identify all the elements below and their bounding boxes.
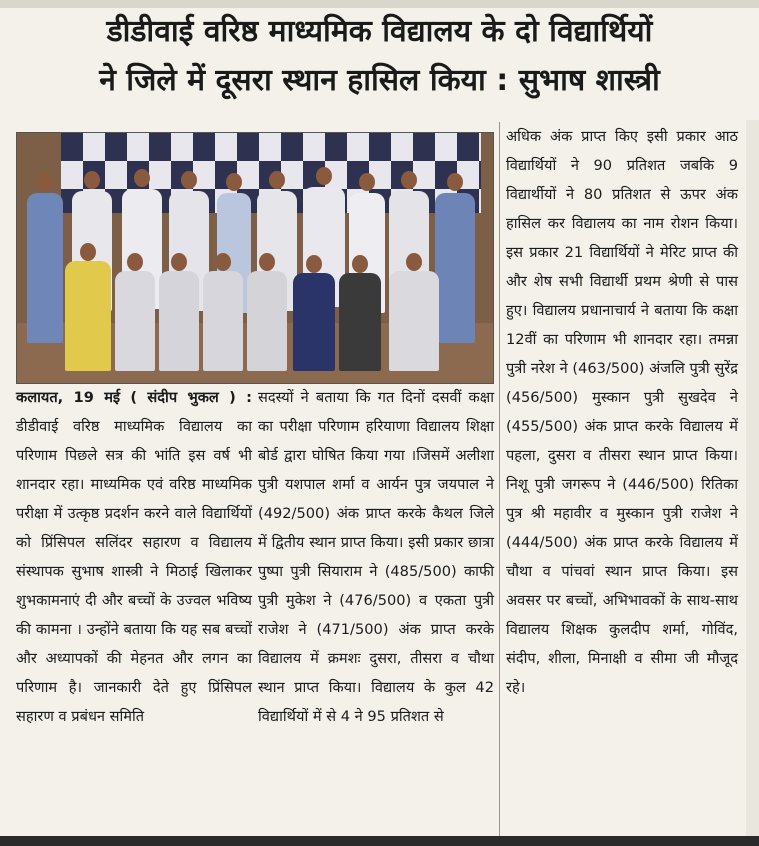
next-article-strip: [0, 836, 759, 846]
column-divider: [499, 122, 500, 842]
photo-head: [181, 171, 197, 189]
photo-head: [359, 173, 375, 191]
column-1-text: डीडीवाई वरिष्ठ माध्यमिक विद्यालय का परिणाम पिछले सत्र की भांति इस वर्ष भी शानदार रहा। माध्यमिक एवं वरिष्ठ माध्यमिक परीक्षा में उत्कृष्ठ प्रदर्शन करने वाले विद्यार्थियों को प्रिंसिपल सलिंदर सहारण व विद्यालय संस्थापक सुभाष शास्त्री ने मिठाई खिलाकर शुभकामनाएं दी और बच्चों के उज्वल भविष्य की कामना । उन्होंने बताया कि यह सब बच्चों और अध्यापकों की मेहनत और लगन का परिणाम है। जानकारी देते हुए प्रिंसिपल सहारण व प्रबंधन समिति: [16, 418, 252, 725]
photo-person: [65, 261, 111, 371]
photo-head: [127, 253, 143, 271]
photo-head: [259, 253, 275, 271]
article-paragraph: [16, 383, 252, 731]
photo-head: [269, 171, 285, 189]
photo-head: [171, 253, 187, 271]
photo-head: [316, 167, 332, 185]
headline-line-2: ने जिले में दूसरा स्थान हासिल किया : सुभाष शास्त्री: [99, 63, 660, 98]
article-column-1: [16, 383, 252, 731]
photo-head: [37, 173, 53, 191]
photo-person: [339, 273, 381, 371]
photo-head: [84, 171, 100, 189]
photo-head: [447, 173, 463, 191]
photo-head: [306, 255, 322, 273]
headline: [0, 8, 759, 106]
previous-article-strip: [0, 0, 759, 8]
dateline: कलायत, 19 मई ( संदीप भुकल ) :: [16, 389, 252, 406]
photo-person: [247, 271, 287, 371]
article-column-3: [506, 122, 738, 702]
photo-head: [406, 253, 422, 271]
photo-person: [293, 273, 335, 371]
headline-line-1: डीडीवाई वरिष्ठ माध्यमिक विद्यालय के दो विद्यार्थियों: [106, 14, 653, 49]
column-3-text: अधिक अंक प्राप्त किए इसी प्रकार आठ विद्यार्थियों ने 90 प्रतिशत जबकि 9 विद्यार्थीयों ने 80 प्रतिशत से ऊपर अंक हासिल कर विद्यालय का नाम रोशन किया। इस प्रकार 21 विद्यार्थियों ने मेरिट प्राप्त की और शेष सभी विद्यार्थी प्रथम श्रेणी से पास हुए। विद्यालय प्रधानाचार्य ने बताया कि कक्षा 12वीं का परिणाम भी शानदार रहा। तमन्ना पुत्री नरेश ने (463/500) अंजलि पुत्री सुरेंद्र (456/500) मुस्कान पुत्री सुखदेव ने (455/500) अंक प्राप्त करके विद्यालय में पहला, दुसरा व तीसरा स्थान प्राप्त किया। निशू पुत्री जगरूप ने (446/500) रितिका पुत्र श्री महावीर व मुस्कान पुत्री राजेश ने (444/500) अंक प्राप्त करके विद्यालय में चौथा व पांचवां स्थान प्राप्त किया। इस अवसर पर बच्चों, अभिभावकों के साथ-साथ विद्यालय शिक्षक कुलदीप शर्मा, गोविंद, संदीप, शीला, मिनाक्षी व सीमा जी मौजूद रहे।: [506, 128, 738, 696]
photo-person: [115, 271, 155, 371]
photo-head: [401, 171, 417, 189]
photo-person: [203, 271, 243, 371]
photo-head: [80, 243, 96, 261]
photo-head: [215, 253, 231, 271]
photo-head: [134, 169, 150, 187]
photo-head: [352, 255, 368, 273]
photo-head: [226, 173, 242, 191]
adjacent-column-edge: [746, 120, 759, 846]
photo-person: [27, 193, 63, 343]
photo-person: [435, 193, 475, 343]
column-2-text: सदस्यों ने बताया कि गत दिनों दसवीं कक्षा का परीक्षा परिणाम हरियाणा विद्यालय शिक्षा बोर्ड द्वारा घोषित किया गया ।जिसमें अलीशा पुत्री यशपाल शर्मा व आर्यन पुत्र जयपाल ने (492/500) अंक प्राप्त करके कैथल जिले में द्वितीय स्थान प्राप्त किया। इसी प्रकार छात्रा पुष्पा पुत्री सियाराम ने (485/500) काफी पुत्री मुकेश ने (476/500) व एकता पुत्री राजेश ने (471/500) अंक प्राप्त करके विद्यालय में क्रमशः दुसरा, तीसरा व चौथा स्थान प्राप्त किया। विद्यालय के कुल 42 विद्यार्थियों में से 4 ने 95 प्रतिशत से: [258, 389, 494, 725]
photo-person: [389, 271, 439, 371]
photo-person: [159, 271, 199, 371]
article-column-2: [258, 383, 494, 731]
group-photo: [16, 132, 494, 384]
